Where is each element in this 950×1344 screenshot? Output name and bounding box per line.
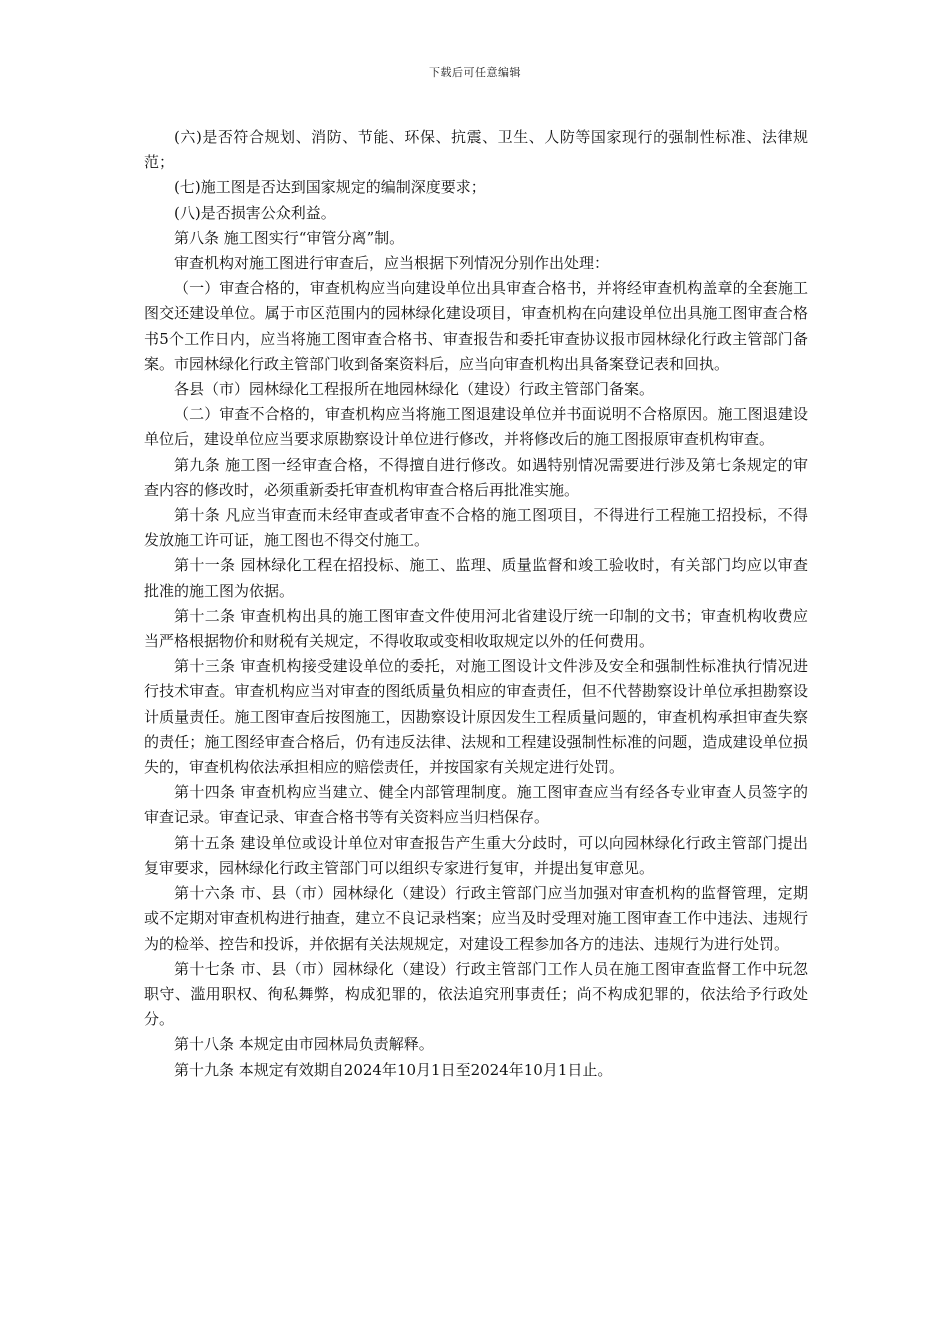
paragraph: (六)是否符合规划、消防、节能、环保、抗震、卫生、人防等国家现行的强制性标准、法律规范；: [144, 128, 808, 172]
paragraph: 第十七条 市、县（市）园林绿化（建设）行政主管部门工作人员在施工图审查监督工作中玩忽职守、滥用职权、徇私舞弊，构成犯罪的，依法追究刑事责任；尚不构成犯罪的，依法给予行政处分。: [144, 959, 808, 1029]
paragraph: (八)是否损害公众利益。: [174, 203, 336, 222]
page-header: 下载后可任意编辑: [429, 66, 521, 79]
paragraph: 第十五条 建设单位或设计单位对审查报告产生重大分歧时，可以向园林绿化行政主管部门提出复审要求，园林绿化行政主管部门可以组织专家进行复审，并提出复审意见。: [144, 833, 808, 877]
paragraph: 第八条 施工图实行“审管分离”制。: [174, 228, 405, 247]
paragraph: （二）审查不合格的，审查机构应当将施工图退建设单位并书面说明不合格原因。施工图退建设单位后，建设单位应当要求原勘察设计单位进行修改，并将修改后的施工图报原审查机构审查。: [144, 405, 808, 449]
paragraph: （一）审查合格的，审查机构应当向建设单位出具审查合格书，并将经审查机构盖章的全套施工图交还建设单位。属于市区范围内的园林绿化建设项目，审查机构在向建设单位出具施工图审查合格书5个工作日内，应当将施工图审查合格书、审查报告和委托审查协议报市园林绿化行政主管部门备案。市园林绿化行政主管部门收到备案资料后，应当向审查机构出具备案登记表和回执。: [144, 279, 808, 373]
paragraph: 各县（市）园林绿化工程报所在地园林绿化（建设）行政主管部门备案。: [174, 380, 655, 399]
document-body: [144, 125, 808, 1083]
paragraph: 审查机构对施工图进行审查后，应当根据下列情况分别作出处理：: [174, 254, 610, 273]
paragraph: (七)施工图是否达到国家规定的编制深度要求；: [174, 178, 486, 197]
paragraph: 第十一条 园林绿化工程在招投标、施工、监理、质量监督和竣工验收时，有关部门均应以审查批准的施工图为依据。: [144, 556, 808, 600]
paragraph: 第九条 施工图一经审查合格，不得擅自进行修改。如遇特别情况需要进行涉及第七条规定的审查内容的修改时，必须重新委托审查机构审查合格后再批准实施。: [144, 455, 808, 499]
paragraph: 第十条 凡应当审查而未经审查或者审查不合格的施工图项目，不得进行工程施工招投标，不得发放施工许可证，施工图也不得交付施工。: [144, 506, 808, 550]
paragraph: 第十二条 审查机构出具的施工图审查文件使用河北省建设厅统一印制的文书；审查机构收费应当严格根据物价和财税有关规定，不得收取或变相收取规定以外的任何费用。: [144, 606, 808, 651]
paragraph: 第十八条 本规定由市园林局负责解释。: [174, 1035, 434, 1054]
paragraph: 第十三条 审查机构接受建设单位的委托，对施工图设计文件涉及安全和强制性标准执行情况进行技术审查。审查机构应当对审查的图纸质量负相应的审查责任，但不代替勘察设计单位承担勘察设计质量责任。施工图审查后按图施工，因勘察设计原因发生工程质量问题的，审查机构承担审查失察的责任；施工图经审查合格后，仍有违反法律、法规和工程建设强制性标准的问题，造成建设单位损失的，审查机构依法承担相应的赔偿责任，并按国家有关规定进行处罚。: [144, 657, 808, 777]
paragraph: 第十六条 市、县（市）园林绿化（建设）行政主管部门应当加强对审查机构的监督管理，定期或不定期对审查机构进行抽查，建立不良记录档案；应当及时受理对施工图审查工作中违法、违规行为的检举、控告和投诉，并依据有关法规规定，对建设工程参加各方的违法、违规行为进行处罚。: [144, 884, 808, 953]
paragraph: 第十九条 本规定有效期自2024年10月1日至2024年10月1日止。: [174, 1060, 613, 1079]
paragraph: 第十四条 审查机构应当建立、健全内部管理制度。施工图审查应当有经各专业审查人员签字的审查记录。审查记录、审查合格书等有关资料应当归档保存。: [144, 783, 808, 827]
